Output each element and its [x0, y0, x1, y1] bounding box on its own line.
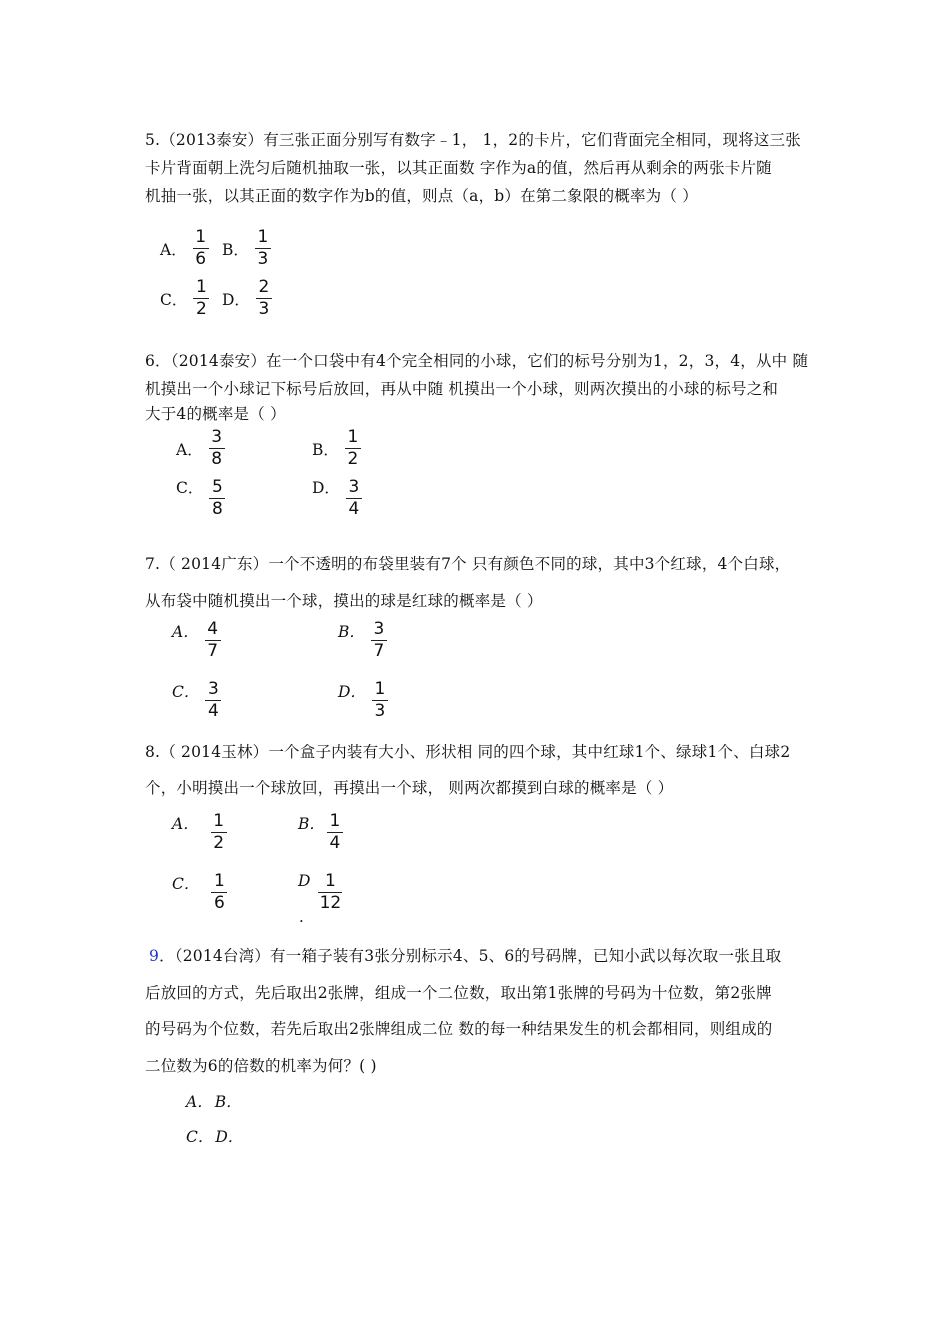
q6-line-2: 机摸出一个小球记下标号后放回，再从中随 机摸出一个小球，则两次摸出的小球的标号之和: [145, 380, 779, 398]
q7-option-c: C． $\frac{3}{4}$: [172, 680, 221, 721]
fraction: $\frac{1}{3}$: [372, 680, 388, 721]
q6-line-1: 6．（2014泰安）在一个口袋中有4个完全相同的小球，它们的标号分别为1，2，3，4，从中 随: [145, 352, 809, 370]
q8-line-1: 8.（ 2014玉林）一个盒子内装有大小、形状相 同的四个球，其中红球1个、绿球1个、白球2: [145, 743, 791, 761]
q8-option-c: C． $\frac{1}{6}$: [172, 872, 227, 913]
q8-line-2: 个，小明摸出一个球放回，再摸出一个球， 则两次都摸到白球的概率是（ ）: [145, 779, 674, 797]
q8-stray-dot: .: [299, 908, 304, 926]
fraction: $\frac{5}{8}$: [209, 478, 225, 519]
q5-line-2: 卡片背面朝上洗匀后随机抽取一张，以其正面数 字作为a的值，然后再从剩余的两张卡片随: [145, 159, 772, 177]
fraction: $\frac{1}{2}$: [211, 812, 227, 853]
q7-option-d: D． $\frac{1}{3}$: [338, 680, 388, 721]
q8-option-a: A． $\frac{1}{2}$: [172, 812, 227, 853]
q5-option-c: C． $\frac{1}{2}$: [160, 278, 209, 319]
q9-line-4: 二位数为6的倍数的机率为何？( ): [145, 1057, 377, 1075]
q9-number: 9: [149, 947, 160, 965]
q5-option-a: A． $\frac{1}{6}$: [160, 228, 209, 269]
q7-option-a: A． $\frac{4}{7}$: [172, 620, 221, 661]
fraction: $\frac{1}{3}$: [255, 228, 271, 269]
fraction: $\frac{1}{2}$: [193, 278, 209, 319]
fraction: $\frac{1}{6}$: [211, 872, 227, 913]
q7-line-2: 从布袋中随机摸出一个球，摸出的球是红球的概率是（ ）: [145, 592, 543, 610]
q9-option-cd: C． D．: [186, 1128, 244, 1146]
fraction: $\frac{1}{6}$: [193, 228, 209, 269]
fraction: $\frac{3}{8}$: [209, 428, 225, 469]
q7-option-b: B． $\frac{3}{7}$: [338, 620, 387, 661]
q6-option-b: B． $\frac{1}{2}$: [312, 428, 361, 469]
q6-option-c: C． $\frac{5}{8}$: [176, 476, 225, 519]
fraction: $\frac{4}{7}$: [205, 620, 221, 661]
q8-option-b: B． $\frac{1}{4}$: [298, 812, 343, 853]
fraction: $\frac{2}{3}$: [256, 278, 272, 319]
fraction: $\frac{3}{7}$: [371, 620, 387, 661]
q7-line-1: 7.（ 2014广东）一个不透明的布袋里装有7个 只有颜色不同的球，其中3个红球，4个白球，: [145, 555, 791, 573]
q6-option-d: D． $\frac{3}{4}$: [312, 476, 362, 519]
q6-option-a: A． $\frac{3}{8}$: [176, 428, 225, 469]
fraction: $\frac{1}{12}$: [319, 871, 342, 913]
q5-line-1: 5.（2013泰安）有三张正面分别写有数字﹣1， 1，2的卡片，它们背面完全相同，现将这三张: [145, 131, 801, 149]
q8-option-d: D $\frac{1}{12}$: [298, 871, 342, 913]
q6-line-3: 大于4的概率是（ ）: [145, 405, 286, 423]
q9-line-1: 9．（2014台湾）有一箱子装有3张分别标示4、5、6的号码牌，已知小武以每次取一张且取: [149, 947, 782, 965]
q9-line-3: 的号码为个位数，若先后取出2张牌组成二位 数的每一种结果发生的机会都相同，则组成的: [145, 1020, 773, 1038]
q5-option-b: B． $\frac{1}{3}$: [222, 228, 271, 269]
fraction: $\frac{3}{4}$: [205, 680, 221, 721]
q9-option-ab: A． B．: [186, 1093, 242, 1111]
fraction: $\frac{3}{4}$: [346, 478, 362, 519]
fraction: $\frac{1}{2}$: [345, 428, 361, 469]
q5-option-d: D． $\frac{2}{3}$: [222, 278, 272, 319]
q9-line-2: 后放回的方式，先后取出2张牌，组成一个二位数，取出第1张牌的号码为十位数，第2张牌: [145, 984, 772, 1002]
fraction: $\frac{1}{4}$: [327, 812, 343, 853]
q5-line-3: 机抽一张，以其正面的数字作为b的值，则点（a，b）在第二象限的概率为（ ）: [145, 187, 698, 205]
